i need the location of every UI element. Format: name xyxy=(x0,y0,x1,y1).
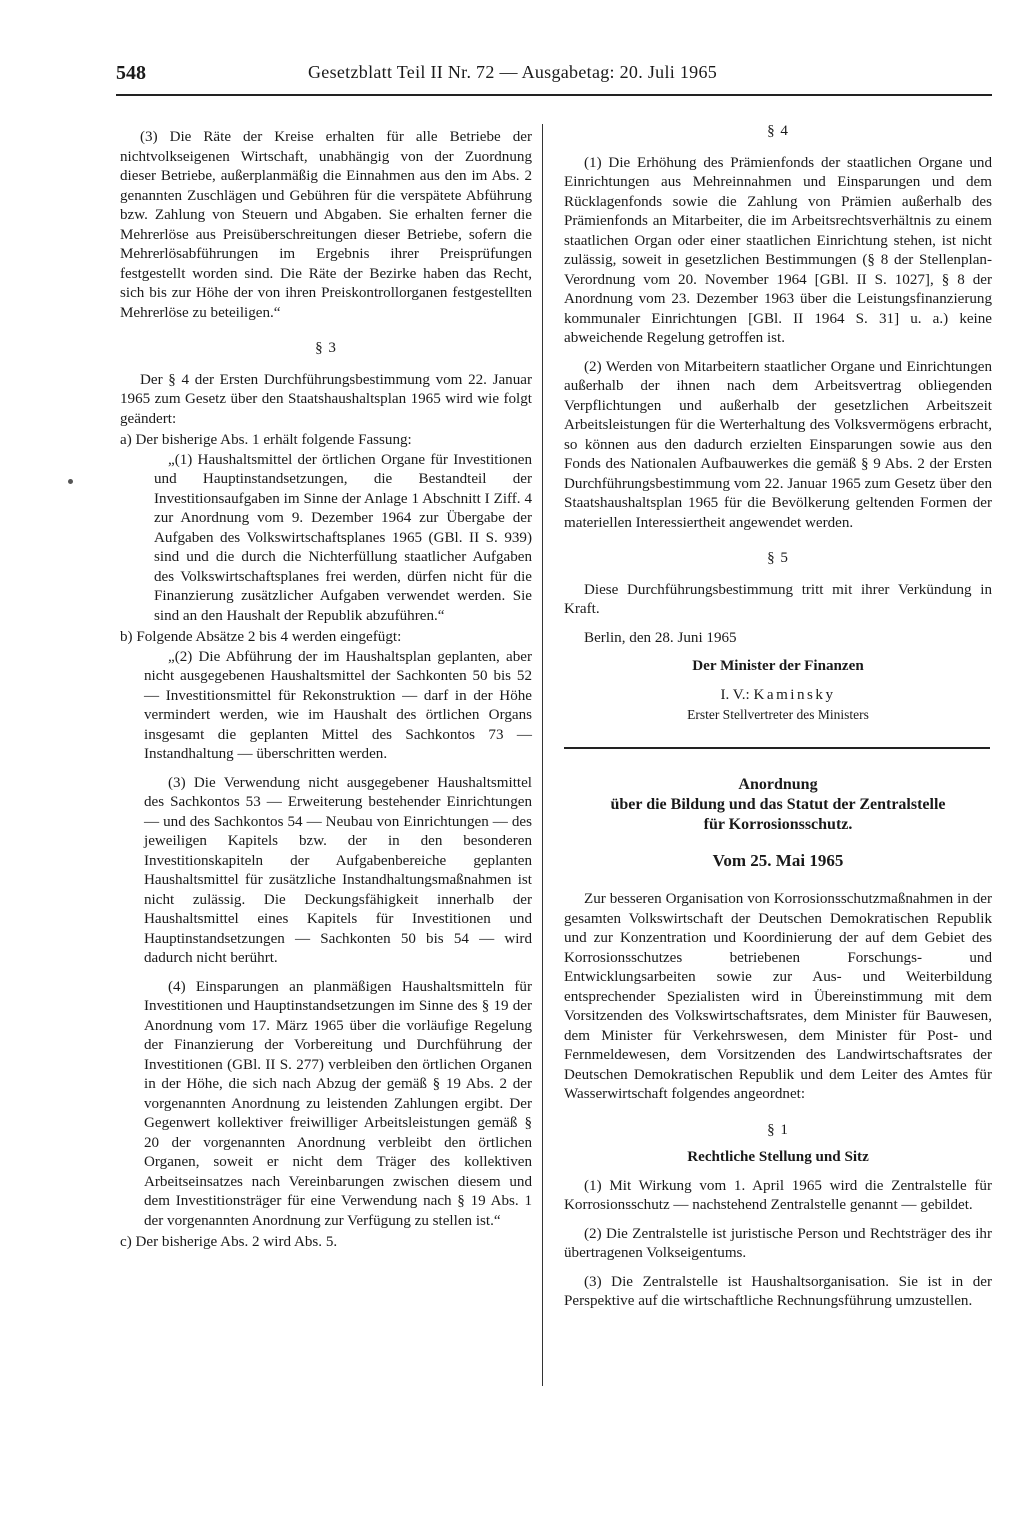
header-rule xyxy=(116,94,992,96)
section-5-paragraph: Diese Durchführungsbestimmung tritt mit ihrer Verkündung in Kraft. xyxy=(564,581,992,617)
signature-prefix: I. V.: xyxy=(720,686,754,703)
signature xyxy=(564,686,992,706)
item-b-paragraph-4: (4) Einsparungen an planmäßigen Haushaltsmitteln für Investitionen und Hauptinstandsetzungen im Sinne des § 19 der Anordnung vom 17. März 1965 über die vorläufige Regelung der Finanzierung der Vorbereitung und Durchführung der Investitionen (GBl. II S. 277) verbleiben den örtlichen Organen in der Höhe, die sich nach Abzug der gemäß § 19 Abs. 2 der vorgenannten Anordnung zu leistenden Zahlungen ergibt. Der Gegenwert kollektiver freiwilliger Arbeitsleistungen gemäß § 20 der vorgenannten Anordnung verbleibt den örtlichen Organen, soweit er nicht dem Träger des kollektiven Arbeitseinsatzes nach Vereinbarungen zwischen diesem und dem Investitionsträger für eine Verwendung nach § 19 Abs. 1 der vorgenannten Anordnung zur Verfügung zu stellen ist.“ xyxy=(144,978,532,1229)
decree-title-2: über die Bildung und das Statut der Zentralstelle xyxy=(610,795,946,813)
item-a-text: „(1) Haushaltsmittel der örtlichen Organe für Investitionen und Hauptinstandsetzungen, die Bestandteil der Investitionsaufgaben im Sinne der Anlage 1 Abschnitt I Ziff. 4 zur Anordnung vom 9. Dezember 1964 zur Übergabe der Aufgaben des Volkswirtschaftsplanes 1965 (GBl. II S. 939) sind und die durch die Nichterfüllung staatlicher Aufgaben des Volkswirtschaftsplanes frei werden, dürfen nicht für die Finanzierung zusätzlicher Aufgaben verwendet werden. Sie sind an den Haushalt der Republik abzuführen.“ xyxy=(154,451,532,624)
signature-role: Erster Stellvertreter des Ministers xyxy=(687,707,869,722)
place-date: Berlin, den 28. Juni 1965 xyxy=(584,629,737,646)
decree-title-1: Anordnung xyxy=(738,775,818,793)
section-1-title: Rechtliche Stellung und Sitz xyxy=(687,1149,869,1165)
left-column xyxy=(120,128,532,1253)
section-4-heading: § 4 xyxy=(767,123,789,139)
preamble: Zur besseren Organisation von Korrosionsschutzmaßnahmen in der gesamten Volkswirtschaft der Deutschen Demokratischen Republik und zur Konzentration und Koordinierung der auf dem Gebiet des Korrosionsschutzes betriebenen Forschungs- und Entwicklungsarbeiten sowie zur Aus- und Weiterbildung entsprechender Spezialisten wird in Übereinstimmung mit dem Vorsitzenden des Volkswirtschaftsrates, dem Minister für Bauwesen, dem Minister für Verkehrswesen, dem Minister für Post- und Fernmeldewesen, dem Vorsitzenden des Landwirtschaftsrates der Deutschen Demokratischen Republik und dem Leiter des Amtes für Wasserwirtschaft folgendes angeordnet: xyxy=(564,891,992,1102)
signature-name: Kaminsky xyxy=(753,686,836,703)
item-c: c) Der bisherige Abs. 2 wird Abs. 5. xyxy=(120,1234,338,1250)
section-4-paragraph-1: (1) Die Erhöhung des Prämienfonds der staatlichen Organe und Einrichtungen aus Mehreinnahmen und Einsparungen und dem Rücklagenfonds sowie die Zahlung von Prämien außerhalb des Prämienfonds an Mitarbeiter, die im Arbeitsrechtsverhältnis zu einem staatlichen Organ oder einer staatlichen Einrichtung stehen, ist nicht zulässig, soweit in gesetzlichen Bestimmungen (§ 8 der Stellenplan-Verordnung vom 20. November 1964 [GBl. II S. 1027], § 8 der Anordnung vom 23. Dezember 1963 über die Leistungsfinanzierung kommunaler Einrichtungen [GBl. II 1964 S. 31] u. a.) keine abweichende Regelung getroffen ist. xyxy=(564,154,992,346)
section-4-paragraph-2: (2) Werden von Mitarbeitern staatlicher Organe und Einrichtungen außerhalb der ihnen nach dem Arbeitsvertrag obliegenden Verpflichtungen und außerhalb der gesetzlichen Arbeitszeit Arbeitsleistungen für die Werterhaltung des Volksvermögens erbracht, so können aus den dadurch erzielten Einsparungen sowie aus den Fonds des Nationalen Aufbauwerkes die gemäß § 9 Abs. 2 der Ersten Durchführungsbestimmung vom 22. Januar 1965 zum Gesetz über den Staatshaushaltsplan 1965 für die Bevölkerung geltenden Formen der materiellen Interessiertheit angewendet werden. xyxy=(564,358,992,531)
section-3-intro: Der § 4 der Ersten Durchführungsbestimmung vom 22. Januar 1965 zum Gesetz über den Staatshaushaltsplan 1965 wird wie folgt geändert: xyxy=(120,371,532,427)
column-divider xyxy=(542,124,543,1386)
section-1-paragraph-2: (2) Die Zentralstelle ist juristische Person und Rechtsträger des ihr übertragenen Volkseigentums. xyxy=(564,1225,992,1261)
gazette-title: Gesetzblatt Teil II Nr. 72 — Ausgabetag: 20. Juli 1965 xyxy=(308,62,718,82)
section-1-heading: § 1 xyxy=(767,1121,789,1138)
minister-title: Der Minister der Finanzen xyxy=(692,658,864,674)
paragraph-3: (3) Die Räte der Kreise erhalten für alle Betriebe der nichtvolkseigenen Wirtschaft, unabhängig von der Zuordnung dieser Betriebe, außerplanmäßig die Einnahmen aus den im Abs. 2 genannten Zuschlägen und Gebühren für die verspätete Abführung bzw. Zahlung von Steuern und Abgaben. Sie erhalten ferner die Mehrerlöse aus Preisüberschreitungen dieser Betriebe, sofern die Mehrerlösabführungen im Ergebnis ihrer Preisprüfungen festgestellt worden sind. Die Räte der Bezirke haben das Recht, sich bis zur Höhe der von ihren Preiskontrollorganen festgestellten Mehrerlöse zu beteiligen.“ xyxy=(120,129,532,321)
decree-date: Vom 25. Mai 1965 xyxy=(712,850,844,870)
item-b-paragraph-3: (3) Die Verwendung nicht ausgegebener Haushaltsmittel des Sachkontos 53 — Erweiterung bestehender Einrichtungen — und des Sachkontos 54 — Neubau von Einrichtungen — des jeweiligen Kapitels bzw. der in den besonderen Investitionskapiteln der Aufgabenbereiche geplanten Haushaltsmittel für zusätzliche Instandhaltungsmaßnahmen ist nicht zulässig. Die Deckungsfähigkeit innerhalb der Haushaltsmittel eines Kapitels für Investitionen und Hauptinstandsetzungen — Sachkonten 50 bis 54 — wird dadurch nicht berührt. xyxy=(144,774,532,966)
item-b-paragraph-2: „(2) Die Abführung der im Haushaltsplan geplanten, aber nicht ausgegebenen Haushaltsmittel der Sachkonten 50 bis 52 — Investitionsmittel für Rekonstruktion — darf in der Höhe vermindert werden, wie im Haushalt des örtlichen Organs insgesamt die geplanten Mittel des Sachkontos 73 — Instandhaltung — überschritten werden. xyxy=(144,648,532,762)
item-b: b) Folgende Absätze 2 bis 4 werden eingefügt: xyxy=(120,629,402,645)
section-1-paragraph-3: (3) Die Zentralstelle ist Haushaltsorganisation. Sie ist in der Perspektive auf die wirtschaftliche Rechnungsführung umzustellen. xyxy=(564,1273,992,1309)
section-divider xyxy=(564,747,990,749)
section-1-paragraph-1: (1) Mit Wirkung vom 1. April 1965 wird die Zentralstelle für Korrosionsschutz — nachstehend Zentralstelle genannt — gebildet. xyxy=(564,1177,992,1213)
right-column xyxy=(564,122,992,1312)
section-5-heading: § 5 xyxy=(767,550,789,566)
page-header xyxy=(116,58,992,98)
item-a: a) Der bisherige Abs. 1 erhält folgende Fassung: xyxy=(120,432,412,448)
section-3-heading: § 3 xyxy=(315,340,337,356)
page-number: 548 xyxy=(116,62,146,84)
decree-title-3: für Korrosionsschutz. xyxy=(703,815,853,833)
margin-mark xyxy=(68,479,73,484)
